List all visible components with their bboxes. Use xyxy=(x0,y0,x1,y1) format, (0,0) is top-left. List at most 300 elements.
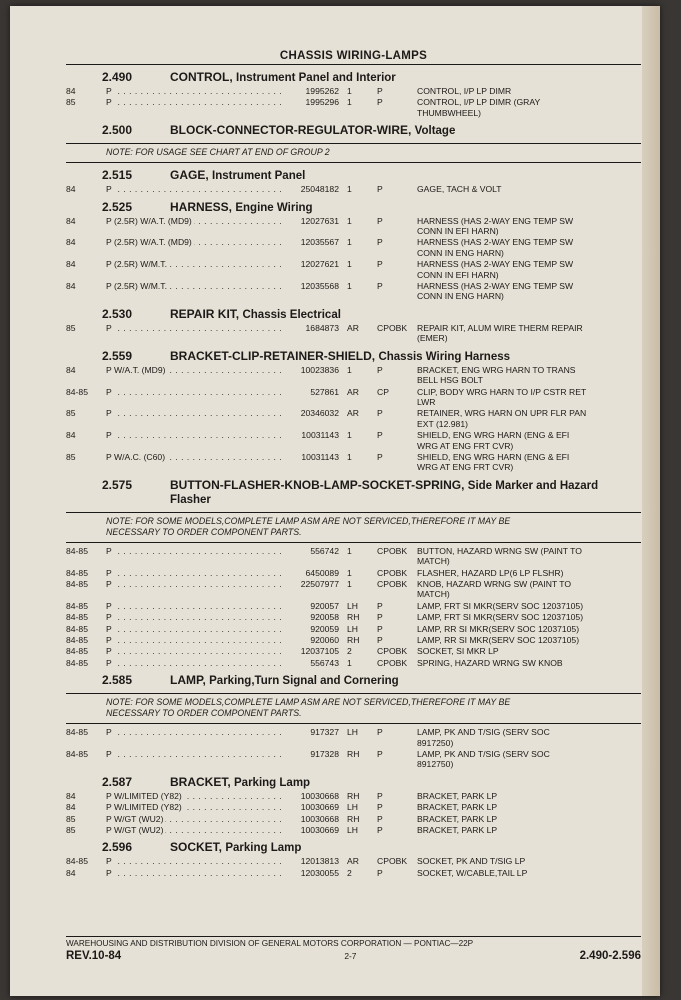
application xyxy=(106,635,281,645)
description-line: CONN IN EFI HARN) xyxy=(417,269,499,280)
section-2-587 xyxy=(66,775,641,836)
description-line: (EMER) xyxy=(417,333,448,344)
model-year: 84-85 xyxy=(66,727,88,738)
description-line: SHIELD, ENG WRG HARN (ENG & EFI xyxy=(417,430,570,441)
application-text: P xyxy=(106,86,112,96)
description-line: CONTROL, I/P LP DIMR xyxy=(417,86,512,96)
part-number: 10023836 xyxy=(300,364,339,375)
group-title-main: HARNESS, xyxy=(170,199,233,214)
quantity: RH xyxy=(347,635,360,645)
part-row xyxy=(66,612,641,622)
group-number: 2.575 xyxy=(102,477,133,492)
catalog-page xyxy=(10,6,660,996)
description xyxy=(417,825,641,835)
part-row xyxy=(66,323,641,344)
class-code: P xyxy=(377,86,383,96)
model-year: 84-85 xyxy=(66,567,88,578)
part-row xyxy=(66,568,641,578)
application xyxy=(106,387,281,397)
description-line: EXT (12.981) xyxy=(417,418,468,429)
model-year: 84 xyxy=(66,790,76,801)
class-code: CPOBK xyxy=(377,856,408,867)
quantity: 1 xyxy=(347,430,352,441)
part-row xyxy=(66,86,641,96)
class-code: P xyxy=(377,184,383,195)
part-row xyxy=(66,184,641,194)
description xyxy=(417,97,641,118)
description xyxy=(417,568,641,578)
part-row xyxy=(66,97,641,118)
model-year: 84-85 xyxy=(66,749,88,760)
group-number: 2.587 xyxy=(102,774,133,789)
class-code: CPOBK xyxy=(377,578,408,589)
group-heading xyxy=(66,478,641,507)
part-number: 10030669 xyxy=(300,825,339,836)
description-line: LAMP, RR SI MKR(SERV SOC 12037105) xyxy=(417,623,580,634)
description-line: SHIELD, ENG WRG HARN (ENG & EFI xyxy=(417,451,570,462)
section-2-530 xyxy=(66,307,641,344)
group-heading xyxy=(66,673,641,688)
description xyxy=(417,601,641,611)
application-text: P xyxy=(106,657,112,668)
quantity: 1 xyxy=(347,545,352,556)
group-number: 2.585 xyxy=(102,673,133,688)
part-row xyxy=(66,430,641,451)
description-line: REPAIR KIT, ALUM WIRE THERM REPAIR xyxy=(417,322,583,333)
part-number: 1684873 xyxy=(305,322,339,333)
model-year: 84-85 xyxy=(66,635,88,645)
description-line: BRACKET, ENG WRG HARN TO TRANS xyxy=(417,364,576,375)
model-year: 84-85 xyxy=(66,386,88,397)
group-title-sub: Instrument Panel xyxy=(212,170,306,183)
class-code: CPOBK xyxy=(377,567,408,578)
description-line: CONN IN ENG HARN) xyxy=(417,247,504,258)
part-row xyxy=(66,237,641,258)
application-text: P W/LIMITED (Y82) xyxy=(106,790,182,801)
application-text: P (2.5R) W/A.T. (MD9) xyxy=(106,237,192,248)
group-title-sub: Chassis Electrical xyxy=(242,308,341,321)
application xyxy=(106,323,281,333)
quantity: AR xyxy=(347,408,359,419)
part-row xyxy=(66,601,641,611)
description-line: SOCKET, SI MKR LP xyxy=(417,646,499,657)
application-text: P xyxy=(106,97,112,108)
model-year: 84 xyxy=(66,430,76,441)
group-heading xyxy=(66,200,641,215)
part-row xyxy=(66,658,641,668)
group-number: 2.530 xyxy=(102,306,133,321)
quantity: AR xyxy=(347,386,359,397)
section-2-575 xyxy=(66,478,641,668)
part-row xyxy=(66,856,641,866)
class-code: P xyxy=(377,727,383,738)
class-code: P xyxy=(377,802,383,813)
application-text: P xyxy=(106,322,112,333)
quantity: 1 xyxy=(347,259,352,270)
class-code: P xyxy=(377,790,383,801)
application-text: P xyxy=(106,646,112,657)
model-year: 84 xyxy=(66,237,76,248)
group-title-main: BRACKET-CLIP-RETAINER-SHIELD, xyxy=(170,348,376,363)
description xyxy=(417,365,641,386)
quantity: 1 xyxy=(347,86,352,96)
application-text: P xyxy=(106,867,112,878)
class-code: P xyxy=(377,825,383,836)
part-row xyxy=(66,216,641,237)
model-year: 84 xyxy=(66,184,76,195)
part-row xyxy=(66,259,641,280)
group-title-sub: Chassis Wiring Harness xyxy=(378,350,511,363)
description xyxy=(417,452,641,473)
class-code: P xyxy=(377,612,383,623)
description xyxy=(417,814,641,824)
usage-note xyxy=(66,143,641,163)
application-text: P xyxy=(106,856,112,867)
class-code: CPOBK xyxy=(377,646,408,657)
description-line: HARNESS (HAS 2-WAY ENG TEMP SW xyxy=(417,215,574,226)
description-line: LAMP, RR SI MKR(SERV SOC 12037105) xyxy=(417,635,580,645)
quantity: 1 xyxy=(347,364,352,375)
part-number: 920060 xyxy=(310,635,339,645)
part-number: 20346032 xyxy=(300,408,339,419)
model-year: 84 xyxy=(66,867,76,878)
model-year: 84 xyxy=(66,281,76,292)
part-row xyxy=(66,365,641,386)
model-year: 84-85 xyxy=(66,600,88,611)
description-line: LAMP, FRT SI MKR(SERV SOC 12037105) xyxy=(417,600,584,611)
description xyxy=(417,579,641,600)
description xyxy=(417,868,641,878)
part-row xyxy=(66,579,641,600)
group-number: 2.559 xyxy=(102,348,133,363)
group-title-sub: Parking Lamp xyxy=(234,776,311,789)
description xyxy=(417,430,641,451)
description xyxy=(417,323,641,344)
application xyxy=(106,802,281,812)
description-line: RETAINER, WRG HARN ON UPR FLR PAN xyxy=(417,408,587,419)
part-number: 920059 xyxy=(310,623,339,634)
group-title-sub: Instrument Panel and Interior xyxy=(236,72,396,84)
application xyxy=(106,184,281,194)
quantity: 1 xyxy=(347,97,352,108)
model-year: 84-85 xyxy=(66,623,88,634)
part-number: 527861 xyxy=(310,386,339,397)
section-2-500 xyxy=(66,123,641,163)
application-text: P xyxy=(106,578,112,589)
class-code: CPOBK xyxy=(377,322,408,333)
description-line: LAMP, FRT SI MKR(SERV SOC 12037105) xyxy=(417,612,584,623)
quantity: 1 xyxy=(347,567,352,578)
application xyxy=(106,579,281,589)
description xyxy=(417,749,641,770)
part-number: 10030668 xyxy=(300,813,339,824)
quantity: 1 xyxy=(347,281,352,292)
description-line: CONTROL, I/P LP DIMR (GRAY xyxy=(417,97,541,108)
part-number: 12027621 xyxy=(300,259,339,270)
class-code: CPOBK xyxy=(377,657,408,668)
model-year: 85 xyxy=(66,322,76,333)
group-title-main: GAGE, xyxy=(170,168,209,183)
part-number: 920057 xyxy=(310,600,339,611)
description xyxy=(417,408,641,429)
group-number: 2.525 xyxy=(102,199,133,214)
application-text: P xyxy=(106,635,112,645)
note-line: NOTE: FOR SOME MODELS,COMPLETE LAMP ASM ARE NOT SERVICED,THEREFORE IT MAY BE xyxy=(106,515,511,526)
application xyxy=(106,749,281,759)
part-number: 917328 xyxy=(310,749,339,760)
part-number: 22507977 xyxy=(300,578,339,589)
description-line: LAMP, PK AND T/SIG (SERV SOC xyxy=(417,727,550,738)
model-year: 85 xyxy=(66,825,76,836)
page-content xyxy=(66,50,641,879)
part-row xyxy=(66,749,641,770)
group-title xyxy=(170,201,313,215)
description-line: BELL HSG BOLT xyxy=(417,375,483,386)
part-row xyxy=(66,281,641,302)
application xyxy=(106,259,281,269)
application xyxy=(106,430,281,440)
application xyxy=(106,237,281,247)
model-year: 84-85 xyxy=(66,657,88,668)
group-title xyxy=(170,124,455,138)
group-title-sub: Engine Wiring xyxy=(235,201,313,214)
group-title-main: REPAIR KIT, xyxy=(170,306,240,321)
application-text: P (2.5R) W/M.T. xyxy=(106,259,167,270)
quantity: 1 xyxy=(347,451,352,462)
description-line: SOCKET, W/CABLE,TAIL LP xyxy=(417,867,528,878)
description xyxy=(417,791,641,801)
part-number: 1995262 xyxy=(305,86,339,96)
description-line: HARNESS (HAS 2-WAY ENG TEMP SW xyxy=(417,237,574,248)
class-code: P xyxy=(377,408,383,419)
part-number: 12013813 xyxy=(300,856,339,867)
description-line: BRACKET, PARK LP xyxy=(417,825,498,836)
class-code: P xyxy=(377,237,383,248)
application-text: P W/GT (WU2) xyxy=(106,813,164,824)
description-line: WRG AT ENG FRT CVR) xyxy=(417,462,514,473)
group-title-sub: Parking Lamp xyxy=(225,842,302,855)
part-number: 556743 xyxy=(310,657,339,668)
group-title xyxy=(170,841,301,855)
note-line: NECESSARY TO ORDER COMPONENT PARTS. xyxy=(106,708,302,719)
quantity: LH xyxy=(347,600,358,611)
part-number: 12027631 xyxy=(300,215,339,226)
description xyxy=(417,387,641,408)
description-line: FLASHER, HAZARD LP(6 LP FLSHR) xyxy=(417,567,564,578)
quantity: 1 xyxy=(347,578,352,589)
part-number: 1995296 xyxy=(305,97,339,108)
group-title xyxy=(170,776,310,790)
description xyxy=(417,624,641,634)
description xyxy=(417,281,641,302)
part-number: 12037105 xyxy=(300,646,339,657)
group-title xyxy=(170,674,399,688)
description-line: BRACKET, PARK LP xyxy=(417,802,498,813)
description-line: CONN IN ENG HARN) xyxy=(417,291,504,302)
part-row xyxy=(66,635,641,645)
note-line: NECESSARY TO ORDER COMPONENT PARTS. xyxy=(106,526,302,537)
part-row xyxy=(66,727,641,748)
description xyxy=(417,259,641,280)
model-year: 85 xyxy=(66,408,76,419)
model-year: 84 xyxy=(66,364,76,375)
description xyxy=(417,646,641,656)
application-text: P W/LIMITED (Y82) xyxy=(106,802,182,813)
description-line: WRG AT ENG FRT CVR) xyxy=(417,440,514,451)
part-number: 6450089 xyxy=(305,567,339,578)
section-2-515 xyxy=(66,168,641,194)
quantity: AR xyxy=(347,322,359,333)
model-year: 84 xyxy=(66,86,76,96)
group-number: 2.515 xyxy=(102,168,133,183)
part-number: 12035568 xyxy=(300,281,339,292)
section-2-585 xyxy=(66,673,641,770)
part-row xyxy=(66,791,641,801)
group-heading xyxy=(66,775,641,790)
application xyxy=(106,825,281,835)
application xyxy=(106,814,281,824)
page-header: CHASSIS WIRING-LAMPS xyxy=(66,50,641,65)
description xyxy=(417,635,641,645)
footer-range: 2.490-2.596 xyxy=(579,950,641,962)
section-2-596 xyxy=(66,840,641,878)
group-title xyxy=(170,169,305,183)
application xyxy=(106,868,281,878)
part-number: 10031143 xyxy=(301,451,339,462)
page-edge xyxy=(642,6,660,996)
section-2-559 xyxy=(66,349,641,473)
application xyxy=(106,658,281,668)
quantity: LH xyxy=(347,802,358,813)
part-row xyxy=(66,825,641,835)
model-year: 84-85 xyxy=(66,612,88,623)
quantity: RH xyxy=(347,749,360,760)
application xyxy=(106,791,281,801)
page-footer xyxy=(66,936,641,962)
group-number: 2.500 xyxy=(102,123,133,138)
group-title xyxy=(170,71,396,85)
part-number: 10031143 xyxy=(301,430,339,441)
class-code: P xyxy=(377,600,383,611)
group-number: 2.490 xyxy=(102,70,133,84)
group-heading xyxy=(66,168,641,183)
description-line: BRACKET, PARK LP xyxy=(417,790,498,801)
footer-division: WAREHOUSING AND DISTRIBUTION DIVISION OF GENERAL MOTORS CORPORATION — PONTIAC—22P xyxy=(66,939,474,948)
application xyxy=(106,97,281,107)
quantity: LH xyxy=(347,623,358,634)
group-title-sub: Voltage xyxy=(414,125,456,138)
group-title-main: SOCKET, xyxy=(170,840,223,855)
part-row xyxy=(66,408,641,429)
part-row xyxy=(66,814,641,824)
application xyxy=(106,365,281,375)
part-number: 12030055 xyxy=(300,867,339,878)
group-heading xyxy=(66,307,641,322)
description-line: THUMBWHEEL) xyxy=(417,107,481,118)
application-text: P xyxy=(106,600,112,611)
model-year: 84-85 xyxy=(66,646,88,657)
class-code: P xyxy=(377,364,383,375)
part-row xyxy=(66,868,641,878)
quantity: 2 xyxy=(347,646,352,657)
note-line: NOTE: FOR SOME MODELS,COMPLETE LAMP ASM ARE NOT SERVICED,THEREFORE IT MAY BE xyxy=(106,697,511,708)
footer-page-number: 2-7 xyxy=(344,951,357,961)
model-year: 84-85 xyxy=(66,545,88,556)
model-year: 85 xyxy=(66,813,76,824)
group-title-main: BRACKET, xyxy=(170,774,231,789)
description-line: 8912750) xyxy=(417,759,454,770)
class-code: P xyxy=(377,623,383,634)
application-text: P xyxy=(106,612,112,623)
quantity: LH xyxy=(347,727,358,738)
application xyxy=(106,546,281,556)
description xyxy=(417,546,641,567)
description-line: SPRING, HAZARD WRNG SW KNOB xyxy=(417,657,563,668)
part-number: 556742 xyxy=(310,545,339,556)
application-text: P xyxy=(106,567,112,578)
application xyxy=(106,612,281,622)
part-row xyxy=(66,624,641,634)
group-title-sub: Parking,Turn Signal and Cornering xyxy=(209,675,399,688)
model-year: 84-85 xyxy=(66,856,88,867)
application-text: P xyxy=(106,727,112,738)
part-row xyxy=(66,387,641,408)
description xyxy=(417,727,641,748)
class-code: P xyxy=(377,281,383,292)
class-code: P xyxy=(377,635,383,645)
application-text: P xyxy=(106,184,112,195)
class-code: P xyxy=(377,259,383,270)
group-title xyxy=(170,308,341,322)
group-heading xyxy=(66,123,641,138)
description-line: SOCKET, PK AND T/SIG LP xyxy=(417,856,526,867)
application-text: P xyxy=(106,749,112,760)
sections xyxy=(66,70,641,878)
description-line: MATCH) xyxy=(417,589,450,600)
part-row xyxy=(66,646,641,656)
description xyxy=(417,237,641,258)
description xyxy=(417,802,641,812)
application xyxy=(106,408,281,418)
note-line: NOTE: FOR USAGE SEE CHART AT END OF GROUP 2 xyxy=(106,147,330,158)
part-number: 12035567 xyxy=(300,237,339,248)
application xyxy=(106,727,281,737)
description-line: KNOB, HAZARD WRNG SW (PAINT TO xyxy=(417,578,572,589)
application-text: P W/GT (WU2) xyxy=(106,825,164,836)
application-text: P W/A.C. (C60) xyxy=(106,451,166,462)
class-code: P xyxy=(377,430,383,441)
group-title-main: BLOCK-CONNECTOR-REGULATOR-WIRE, xyxy=(170,123,412,138)
group-heading xyxy=(66,840,641,855)
part-row xyxy=(66,802,641,812)
model-year: 84 xyxy=(66,802,76,813)
model-year: 84 xyxy=(66,215,76,226)
part-number: 917327 xyxy=(310,727,339,738)
group-number: 2.596 xyxy=(102,840,133,855)
application-text: P xyxy=(106,545,112,556)
class-code: P xyxy=(377,451,383,462)
application-text: P W/A.T. (MD9) xyxy=(106,364,166,375)
group-title-main: LAMP, xyxy=(170,673,206,688)
description-line: HARNESS (HAS 2-WAY ENG TEMP SW xyxy=(417,281,574,292)
description xyxy=(417,856,641,866)
quantity: AR xyxy=(347,856,359,867)
part-number: 10030669 xyxy=(300,802,339,813)
application-text: P xyxy=(106,623,112,634)
quantity: RH xyxy=(347,790,360,801)
model-year: 85 xyxy=(66,451,76,462)
class-code: CP xyxy=(377,386,389,397)
